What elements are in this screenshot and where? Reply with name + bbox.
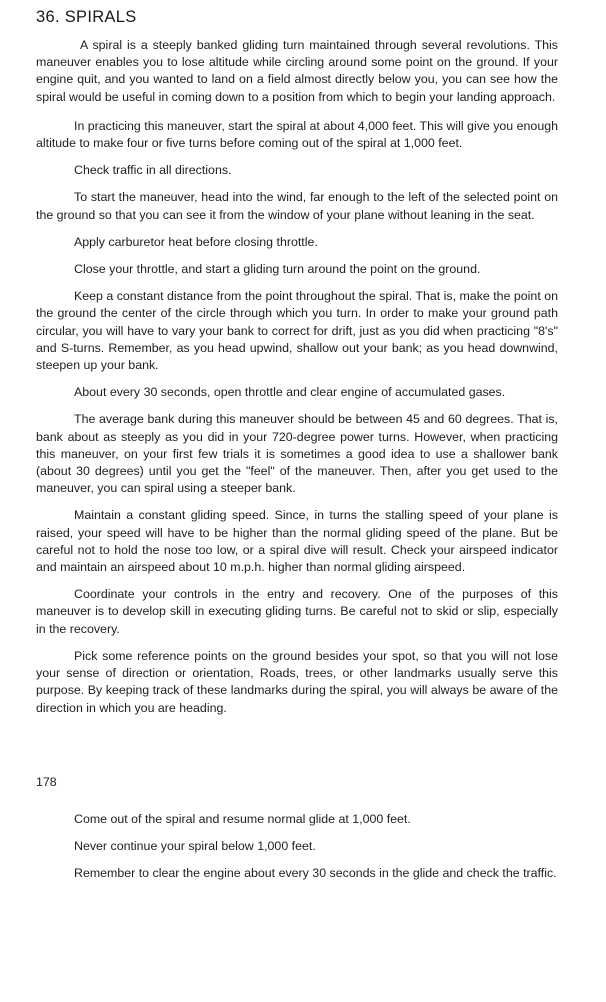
paragraph: Apply carburetor heat before closing throttle.	[74, 234, 318, 249]
paragraph: Close your throttle, and start a gliding turn around the point on the ground.	[74, 262, 481, 277]
paragraph: In practicing this maneuver, start the spiral at about 4,000 feet. This will give you enough altitude to make four or five turns before coming out of the spiral at 1,000 feet.	[36, 118, 558, 151]
paragraph: The average bank during this maneuver should be between 45 and 60 degrees. That is, bank about as steeply as you did in your 720-degree power turns. However, when practicing this maneuver, on your first few trials it is sometimes a good idea to use a shallower bank (about 30 degrees) until you get the "feel" of the maneuver. Then, after you get used to the maneuver, you can spiral using a steeper bank.	[36, 412, 558, 496]
continued-body	[36, 811, 558, 893]
paragraph: To start the maneuver, head into the wind, far enough to the left of the selected point on the ground so that you can see it from the window of your plane without leaning in the seat.	[36, 190, 558, 222]
paragraph: Check traffic in all directions.	[74, 163, 232, 178]
section-body	[36, 37, 558, 727]
section-heading: 36. SPIRALS	[36, 8, 137, 26]
paragraph: About every 30 seconds, open throttle and clear engine of accumulated gases.	[74, 385, 506, 400]
paragraph: Never continue your spiral below 1,000 feet.	[74, 839, 316, 854]
paragraph: Pick some reference points on the ground besides your spot, so that you will not lose your sense of direction or orientation, Roads, trees, or other landmarks usually serve this purpose. By keeping track of these landmarks during the spiral, you will always be aware of the direction in which you are heading.	[36, 648, 558, 715]
paragraph: Remember to clear the engine about every 30 seconds in the glide and check the traffic.	[74, 866, 557, 881]
paragraph: Maintain a constant gliding speed. Since, in turns the stalling speed of your plane is raised, your speed will have to be higher than the normal gliding speed of the plane. But be careful not to hold the nose too low, or a spiral dive will result. Check your airspeed indicator and maintain an airspeed about 10 m.p.h. higher than normal gliding airspeed.	[36, 508, 558, 575]
paragraph: Come out of the spiral and resume normal glide at 1,000 feet.	[74, 812, 411, 826]
paragraph: Coordinate your controls in the entry and recovery. One of the purposes of this maneuver is to develop skill in executing gliding turns. Be careful not to skid or slip, especially in the recovery.	[36, 587, 558, 636]
paragraph: A spiral is a steeply banked gliding turn maintained through several revolutions. This maneuver enables you to lose altitude while circling around some point on the ground. If your engine quit, and you wanted to land on a field almost directly below you, you can see how the spiral would be useful in coming down to a position from which to begin your landing approach.	[36, 38, 558, 104]
page-number: 178	[36, 775, 57, 789]
paragraph: Keep a constant distance from the point throughout the spiral. That is, make the point on the ground the center of the circle through which you turn. In order to make your ground path circular, you will have to vary your bank to correct for drift, just as you did when practicing "8's" and S-turns. Remember, as you head upwind, shallow out your bank; as you head downwind, steepen up your bank.	[36, 289, 558, 373]
